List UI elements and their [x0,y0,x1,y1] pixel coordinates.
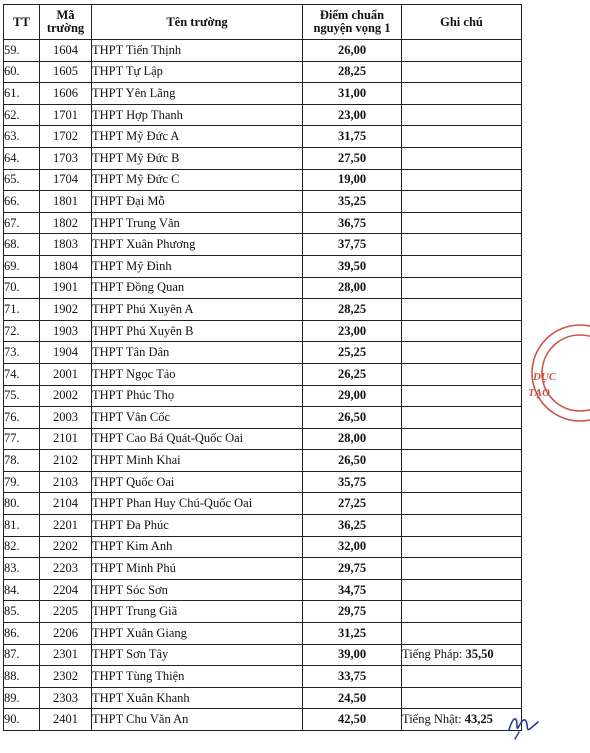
school-code: 2003 [40,407,92,429]
note-cell [402,558,522,580]
row-number: 62. [4,104,40,126]
table-row [4,83,522,105]
table-row [4,104,522,126]
note-cell [402,385,522,407]
header-score-line2: nguyện vọng 1 [313,21,391,35]
cutoff-score: 25,25 [303,342,402,364]
school-name: THPT Mỹ Đức B [92,147,303,169]
row-number: 87. [4,644,40,666]
school-code: 2205 [40,601,92,623]
note-cell [402,407,522,429]
school-name: THPT Xuân Phương [92,234,303,256]
cutoff-score: 35,25 [303,191,402,213]
note-cell [402,363,522,385]
header-code-line2: trường [46,21,85,35]
table-row [4,428,522,450]
note-cell [402,212,522,234]
school-code: 2401 [40,709,92,731]
table-body [4,40,522,731]
school-code: 1904 [40,342,92,364]
school-name: THPT Minh Khai [92,450,303,472]
table-row [4,709,522,731]
table-row [4,320,522,342]
school-code: 1703 [40,147,92,169]
table-row [4,558,522,580]
row-number: 65. [4,169,40,191]
table-row [4,255,522,277]
table-row [4,515,522,537]
row-number: 67. [4,212,40,234]
table-row [4,212,522,234]
school-code: 1802 [40,212,92,234]
cutoff-score: 24,50 [303,687,402,709]
school-code: 2102 [40,450,92,472]
cutoff-score: 31,25 [303,623,402,645]
school-code: 2202 [40,536,92,558]
cutoff-score: 36,25 [303,515,402,537]
school-name: THPT Yên Lãng [92,83,303,105]
school-code: 1702 [40,126,92,148]
school-code: 2104 [40,493,92,515]
school-code: 1604 [40,40,92,62]
school-name: THPT Vân Cốc [92,407,303,429]
cutoff-score: 39,00 [303,644,402,666]
note-cell [402,666,522,688]
table-row [4,40,522,62]
school-code: 2201 [40,515,92,537]
school-code: 2302 [40,666,92,688]
note-cell [402,428,522,450]
note-cell [402,342,522,364]
cutoff-score: 29,75 [303,558,402,580]
school-name: THPT Ngọc Tảo [92,363,303,385]
table-row [4,493,522,515]
table-row [4,363,522,385]
cutoff-score: 28,25 [303,299,402,321]
table-header [4,5,522,40]
cutoff-score: 31,00 [303,83,402,105]
row-number: 68. [4,234,40,256]
row-number: 88. [4,666,40,688]
header-note: Ghi chú [402,5,522,40]
row-number: 72. [4,320,40,342]
school-name: THPT Sơn Tây [92,644,303,666]
note-cell [402,169,522,191]
table-row [4,601,522,623]
school-name: THPT Trung Văn [92,212,303,234]
cutoff-score: 29,75 [303,601,402,623]
row-number: 73. [4,342,40,364]
cutoff-score: 36,75 [303,212,402,234]
note-cell [402,191,522,213]
school-code: 1605 [40,61,92,83]
row-number: 70. [4,277,40,299]
header-tt: TT [4,5,40,40]
school-code: 2204 [40,579,92,601]
cutoff-score: 32,00 [303,536,402,558]
header-school-code [40,5,92,40]
row-number: 61. [4,83,40,105]
note-cell [402,126,522,148]
note-cell [402,471,522,493]
header-code-line1: Mã [56,8,75,22]
table-row [4,234,522,256]
note-score: 35,50 [465,647,494,662]
cutoff-score: 31,75 [303,126,402,148]
note-cell [402,104,522,126]
note-score: 43,25 [464,712,493,727]
row-number: 78. [4,450,40,472]
table-row [4,299,522,321]
school-code: 2206 [40,623,92,645]
row-number: 64. [4,147,40,169]
cutoff-score: 26,50 [303,450,402,472]
note-cell [402,299,522,321]
note-cell [402,40,522,62]
note-cell [402,709,522,731]
note-cell [402,601,522,623]
note-cell [402,579,522,601]
cutoff-score: 37,75 [303,234,402,256]
row-number: 63. [4,126,40,148]
school-code: 1704 [40,169,92,191]
table-row [4,644,522,666]
school-code: 1903 [40,320,92,342]
table-row [4,191,522,213]
cutoff-score: 27,25 [303,493,402,515]
note-cell [402,147,522,169]
school-name: THPT Đồng Quan [92,277,303,299]
table-row [4,277,522,299]
school-code: 2002 [40,385,92,407]
table-row [4,342,522,364]
row-number: 60. [4,61,40,83]
cutoff-score: 39,50 [303,255,402,277]
school-name: THPT Tự Lập [92,61,303,83]
school-code: 1803 [40,234,92,256]
admission-scores-table [3,4,522,731]
row-number: 75. [4,385,40,407]
school-name: THPT Phan Huy Chú-Quốc Oai [92,493,303,515]
row-number: 59. [4,40,40,62]
school-code: 2001 [40,363,92,385]
school-name: THPT Minh Phú [92,558,303,580]
cutoff-score: 28,00 [303,428,402,450]
cutoff-score: 33,75 [303,666,402,688]
cutoff-score: 28,00 [303,277,402,299]
school-name: THPT Quốc Oai [92,471,303,493]
header-school-name: Tên trường [92,5,303,40]
school-name: THPT Cao Bá Quát-Quốc Oai [92,428,303,450]
school-name: THPT Tùng Thiện [92,666,303,688]
header-score [303,5,402,40]
school-name: THPT Chu Văn An [92,709,303,731]
row-number: 82. [4,536,40,558]
row-number: 80. [4,493,40,515]
note-cell [402,623,522,645]
school-name: THPT Phú Xuyên A [92,299,303,321]
table-row [4,450,522,472]
row-number: 85. [4,601,40,623]
school-code: 2103 [40,471,92,493]
note-label: Tiếng Pháp: [402,647,463,662]
header-score-line1: Điểm chuẩn [319,8,385,22]
table-row [4,687,522,709]
note-cell [402,61,522,83]
school-name: THPT Xuân Khanh [92,687,303,709]
row-number: 90. [4,709,40,731]
school-name: THPT Tân Dân [92,342,303,364]
school-name: THPT Trung Giã [92,601,303,623]
table-row [4,147,522,169]
note-cell [402,644,522,666]
header-row [4,5,522,40]
stamp-text-2: TẠO [528,387,550,399]
row-number: 77. [4,428,40,450]
school-name: THPT Mỹ Đức C [92,169,303,191]
school-name: THPT Đa Phúc [92,515,303,537]
row-number: 71. [4,299,40,321]
cutoff-score: 26,00 [303,40,402,62]
cutoff-score: 29,00 [303,385,402,407]
row-number: 89. [4,687,40,709]
table-row [4,536,522,558]
row-number: 83. [4,558,40,580]
school-name: THPT Phúc Thọ [92,385,303,407]
school-code: 1701 [40,104,92,126]
table-row [4,126,522,148]
table-row [4,169,522,191]
cutoff-score: 34,75 [303,579,402,601]
school-name: THPT Hợp Thanh [92,104,303,126]
note-cell [402,536,522,558]
table-row [4,61,522,83]
cutoff-score: 27,50 [303,147,402,169]
school-name: THPT Đại Mỗ [92,191,303,213]
row-number: 79. [4,471,40,493]
school-name: THPT Mỹ Đức A [92,126,303,148]
school-name: THPT Sóc Sơn [92,579,303,601]
school-code: 2301 [40,644,92,666]
school-name: THPT Phú Xuyên B [92,320,303,342]
school-code: 2101 [40,428,92,450]
school-name: THPT Tiến Thịnh [92,40,303,62]
note-cell [402,515,522,537]
row-number: 66. [4,191,40,213]
note-cell [402,687,522,709]
row-number: 84. [4,579,40,601]
stamp-text-1: DỤC [533,371,557,383]
row-number: 69. [4,255,40,277]
school-code: 1902 [40,299,92,321]
note-cell [402,234,522,256]
school-code: 1901 [40,277,92,299]
school-code: 2303 [40,687,92,709]
cutoff-score: 35,75 [303,471,402,493]
cutoff-score: 23,00 [303,104,402,126]
table-row [4,471,522,493]
row-number: 74. [4,363,40,385]
table-row [4,407,522,429]
note-cell [402,320,522,342]
school-name: THPT Xuân Giang [92,623,303,645]
school-code: 1804 [40,255,92,277]
signature [505,710,541,740]
note-cell [402,450,522,472]
school-code: 1801 [40,191,92,213]
cutoff-score: 19,00 [303,169,402,191]
school-code: 2203 [40,558,92,580]
note-cell [402,83,522,105]
table-row [4,385,522,407]
cutoff-score: 42,50 [303,709,402,731]
cutoff-score: 26,25 [303,363,402,385]
note-label: Tiếng Nhật: [402,712,462,727]
cutoff-score: 26,50 [303,407,402,429]
note-cell [402,493,522,515]
table-row [4,666,522,688]
row-number: 86. [4,623,40,645]
official-stamp [520,318,590,428]
row-number: 76. [4,407,40,429]
table-row [4,623,522,645]
cutoff-score: 23,00 [303,320,402,342]
row-number: 81. [4,515,40,537]
cutoff-score: 28,25 [303,61,402,83]
note-cell [402,277,522,299]
school-code: 1606 [40,83,92,105]
school-name: THPT Kim Anh [92,536,303,558]
table-row [4,579,522,601]
school-name: THPT Mỹ Đình [92,255,303,277]
note-cell [402,255,522,277]
